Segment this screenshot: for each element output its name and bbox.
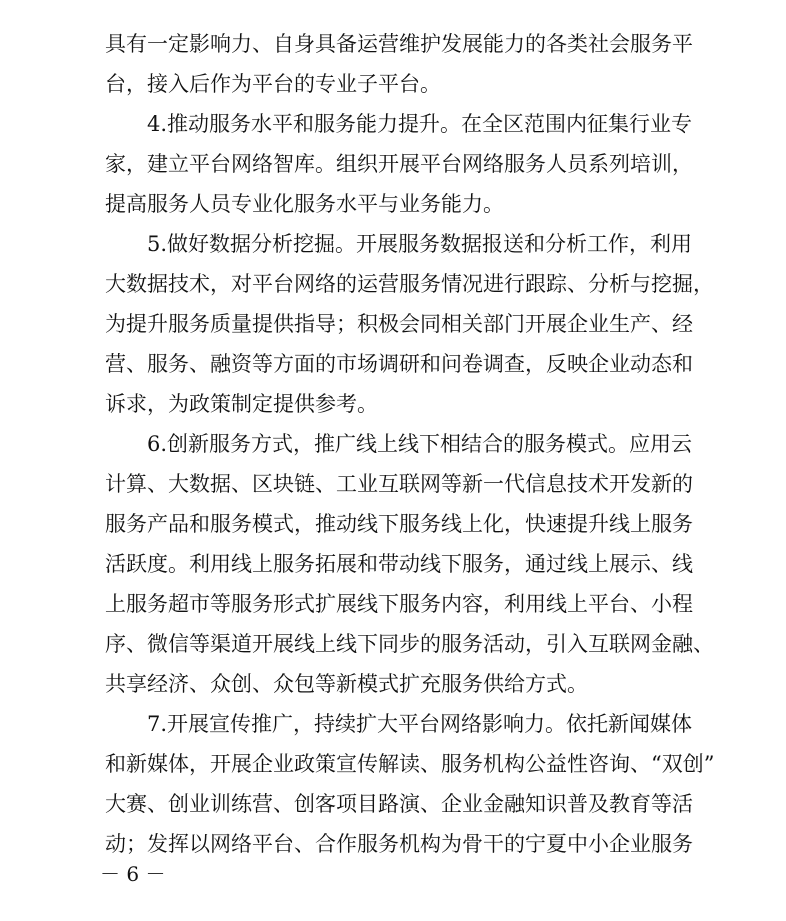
paragraph-heading-line: 5.做好数据分析挖掘。开展服务数据报送和分析工作，利用	[147, 232, 693, 256]
text-line: 为提升服务质量提供指导；积极会同相关部门开展企业生产、经	[105, 312, 693, 336]
text-line: 上服务超市等服务形式扩展线下服务内容，利用线上平台、小程	[105, 592, 693, 616]
paragraph-heading-line: 7.开展宣传推广，持续扩大平台网络影响力。依托新闻媒体	[147, 712, 693, 736]
text-line: 家，建立平台网络智库。组织开展平台网络服务人员系列培训，	[105, 152, 693, 176]
paragraph-heading-line: 6.创新服务方式，推广线上线下相结合的服务模式。应用云	[147, 432, 693, 456]
text-line: 活跃度。利用线上服务拓展和带动线下服务，通过线上展示、线	[105, 552, 693, 576]
text-line: 计算、大数据、区块链、工业互联网等新一代信息技术开发新的	[105, 472, 693, 496]
text-line: 诉求，为政策制定提供参考。	[105, 392, 378, 416]
text-line: 共享经济、众创、众包等新模式扩充服务供给方式。	[105, 672, 588, 696]
text-line: 大赛、创业训练营、创客项目路演、企业金融知识普及教育等活	[105, 792, 693, 816]
text-line: 提高服务人员专业化服务水平与业务能力。	[105, 192, 504, 216]
page-number: － 6 －	[100, 862, 166, 886]
text-line: 营、服务、融资等方面的市场调研和问卷调查，反映企业动态和	[105, 352, 693, 376]
text-line: 序、微信等渠道开展线上线下同步的服务活动，引入互联网金融、	[105, 632, 714, 656]
text-line: 台，接入后作为平台的专业子平台。	[105, 72, 441, 96]
text-line: 和新媒体，开展企业政策宣传解读、服务机构公益性咨询、“双创”	[105, 752, 715, 776]
text-line: 动；发挥以网络平台、合作服务机构为骨干的宁夏中小企业服务	[105, 832, 693, 856]
text-line: 具有一定影响力、自身具备运营维护发展能力的各类社会服务平	[105, 32, 693, 56]
text-line: 大数据技术，对平台网络的运营服务情况进行跟踪、分析与挖掘，	[105, 272, 714, 296]
paragraph-heading-line: 4.推动服务水平和服务能力提升。在全区范围内征集行业专	[147, 112, 693, 136]
text-line: 服务产品和服务模式，推动线下服务线上化，快速提升线上服务	[105, 512, 693, 536]
